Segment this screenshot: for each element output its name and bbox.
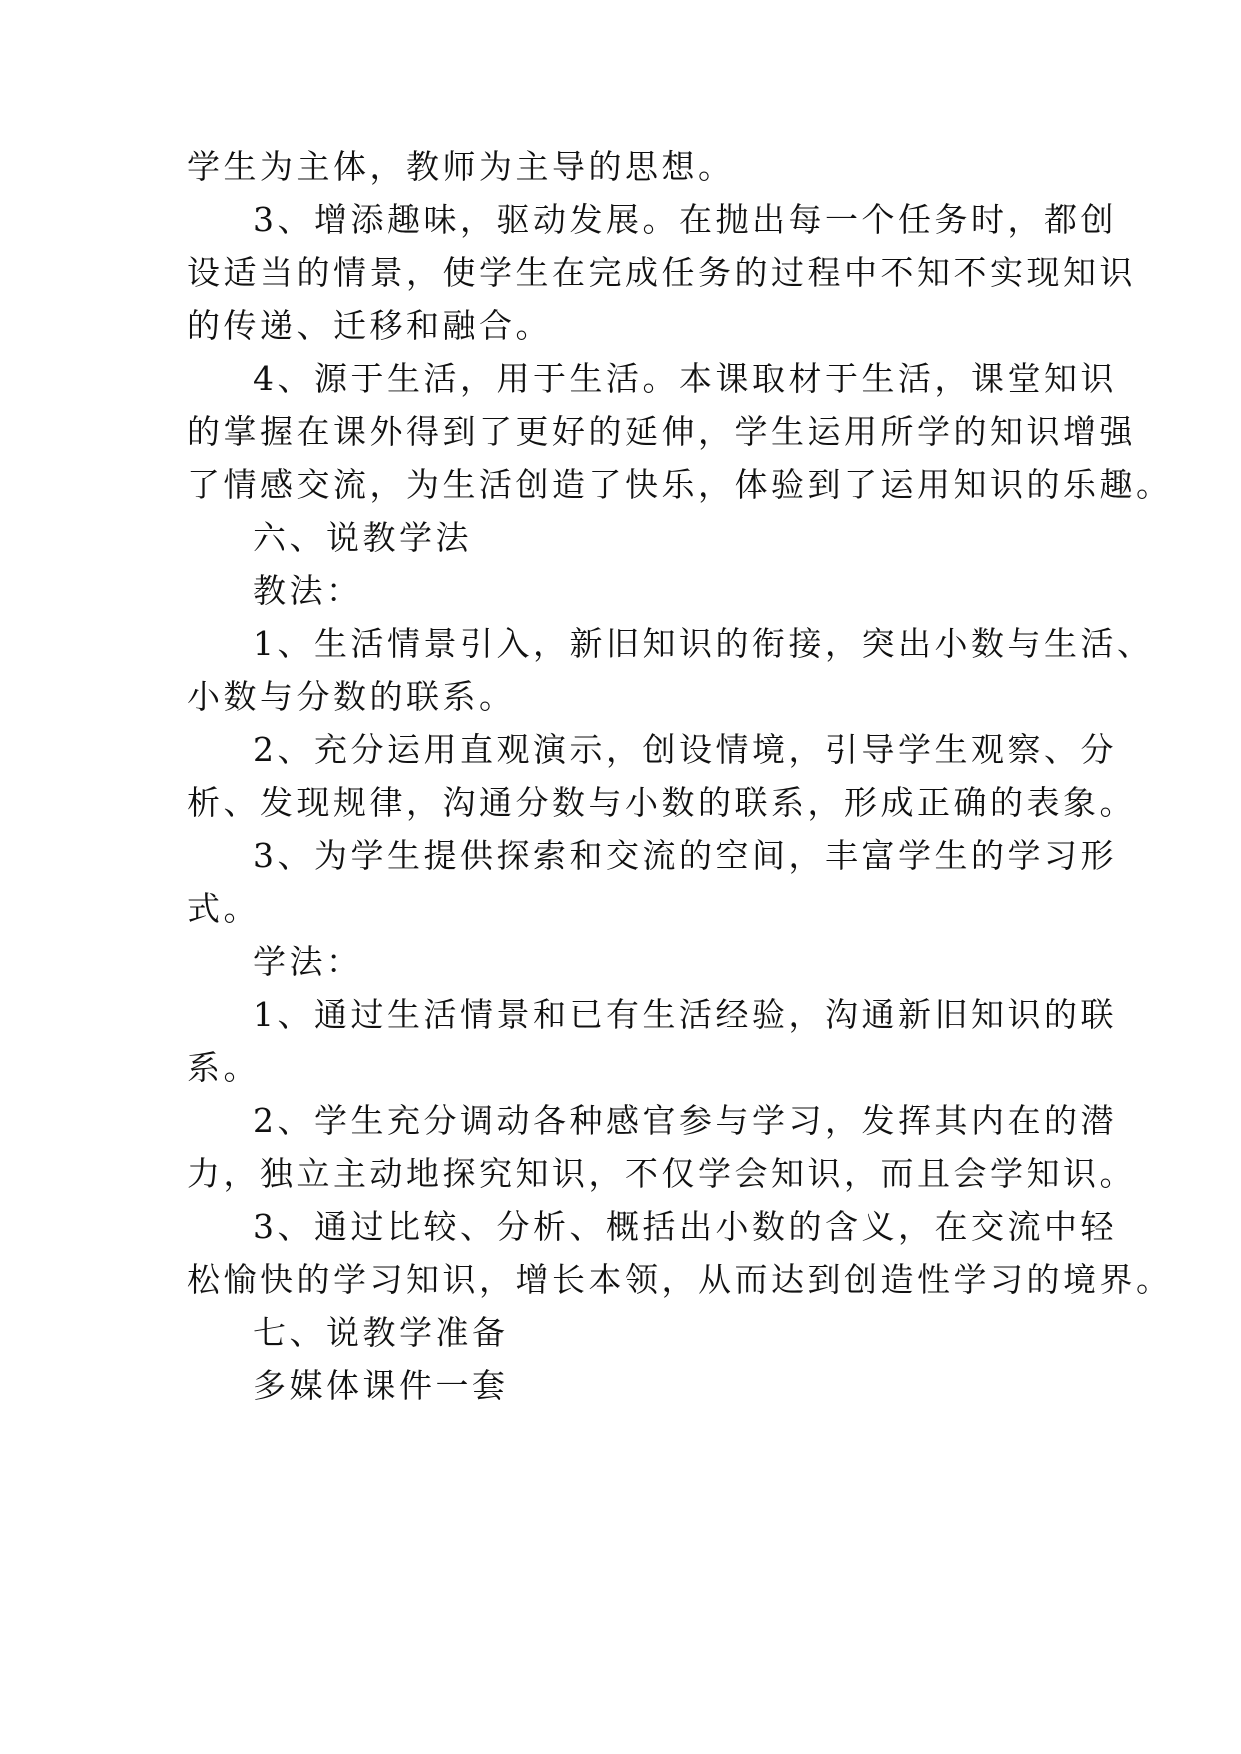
text-line: 析、发现规律，沟通分数与小数的联系，形成正确的表象。 [187, 783, 1136, 822]
section-heading: 六、说教学法 [253, 518, 472, 557]
text-line: 2、学生充分调动各种感官参与学习，发挥其内在的潜 [253, 1101, 1117, 1140]
subheading: 学法： [253, 942, 363, 981]
text-line: 的掌握在课外得到了更好的延伸，学生运用所学的知识增强 [187, 412, 1136, 451]
text-line: 松愉快的学习知识，增长本领，从而达到创造性学习的境界。 [187, 1260, 1173, 1299]
text-line: 1、生活情景引入，新旧知识的衔接，突出小数与生活、 [253, 624, 1154, 663]
text-line: 系。 [187, 1048, 260, 1087]
text-line: 1、通过生活情景和已有生活经验，沟通新旧知识的联 [253, 995, 1117, 1034]
text-line: 学生为主体，教师为主导的思想。 [187, 147, 735, 186]
text-line: 3、增添趣味，驱动发展。在抛出每一个任务时，都创 [253, 200, 1117, 239]
text-line: 了情感交流，为生活创造了快乐，体验到了运用知识的乐趣。 [187, 465, 1173, 504]
text-line: 设适当的情景，使学生在完成任务的过程中不知不实现知识 [187, 253, 1136, 292]
text-line: 的传递、迁移和融合。 [187, 306, 552, 345]
text-line: 小数与分数的联系。 [187, 677, 516, 716]
text-line: 2、充分运用直观演示，创设情境，引导学生观察、分 [253, 730, 1117, 769]
section-heading: 七、说教学准备 [253, 1313, 509, 1352]
subheading: 教法： [253, 571, 363, 610]
text-line: 多媒体课件一套 [253, 1366, 509, 1405]
text-line: 力，独立主动地探究知识，不仅学会知识，而且会学知识。 [187, 1154, 1136, 1193]
text-line: 4、源于生活，用于生活。本课取材于生活，课堂知识 [253, 359, 1117, 398]
text-line: 3、为学生提供探索和交流的空间，丰富学生的学习形 [253, 836, 1117, 875]
text-line: 式。 [187, 889, 260, 928]
text-line: 3、通过比较、分析、概括出小数的含义，在交流中轻 [253, 1207, 1117, 1246]
